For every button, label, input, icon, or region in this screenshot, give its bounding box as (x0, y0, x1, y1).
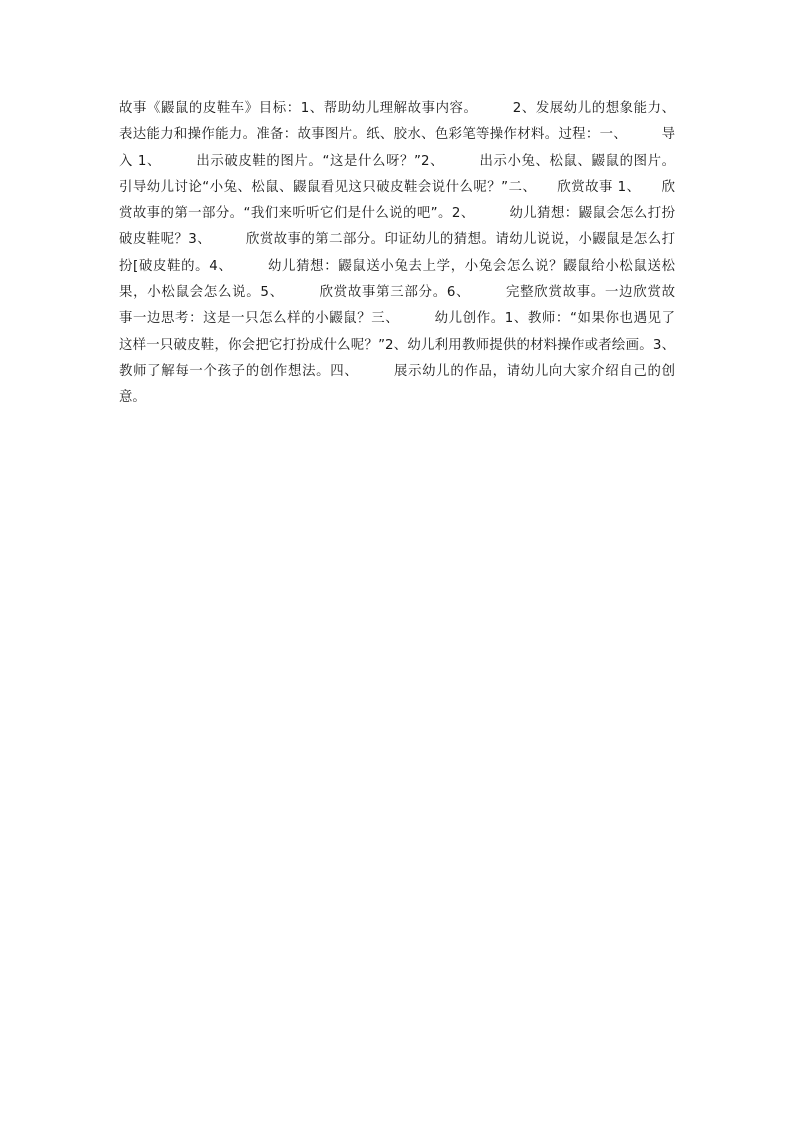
text-line: 入 1、 出示破皮鞋的图片。“这是什么呀？”2、 出示小兔、松鼠、鼹鼠的图片。 (119, 153, 675, 169)
text-line: 赏故事的第一部分。“我们来听听它们是什么说的吧”。2、 幼儿猜想：鼹鼠会怎么打扮 (119, 206, 675, 222)
text-line: 这样一只破皮鞋，你会把它打扮成什么呢？”2、幼儿利用教师提供的材料操作或者绘画。3、 (119, 337, 675, 353)
text-line: 意。 (119, 390, 146, 406)
text-line: 教师了解每一个孩子的创作想法。四、 展示幼儿的作品，请幼儿向大家介绍自己的创 (119, 363, 675, 379)
text-line: 故事《鼹鼠的皮鞋车》目标：1、帮助幼儿理解故事内容。 2、发展幼儿的想象能力、 (119, 101, 675, 116)
text-line: 扮[破皮鞋的。4、 幼儿猜想：鼹鼠送小兔去上学，小兔会怎么说？鼹鼠给小松鼠送松 (119, 258, 675, 274)
text-line: 引导幼儿讨论“小兔、松鼠、鼹鼠看见这只破皮鞋会说什么呢？”二、 欣赏故事 1、 欣 (119, 179, 675, 195)
text-line: 表达能力和操作能力。准备：故事图片。纸、胶水、色彩笔等操作材料。过程：一、 导 (119, 127, 675, 143)
text-line: 破皮鞋呢？3、 欣赏故事的第二部分。印证幼儿的猜想。请幼儿说说，小鼹鼠是怎么打 (119, 232, 675, 248)
lesson-plan-text (119, 96, 675, 412)
text-line: 果，小松鼠会怎么说。5、 欣赏故事第三部分。6、 完整欣赏故事。一边欣赏故 (119, 285, 675, 301)
text-line: 事一边思考：这是一只怎么样的小鼹鼠？三、 幼儿创作。1、教师：“如果你也遇见了 (119, 311, 675, 327)
